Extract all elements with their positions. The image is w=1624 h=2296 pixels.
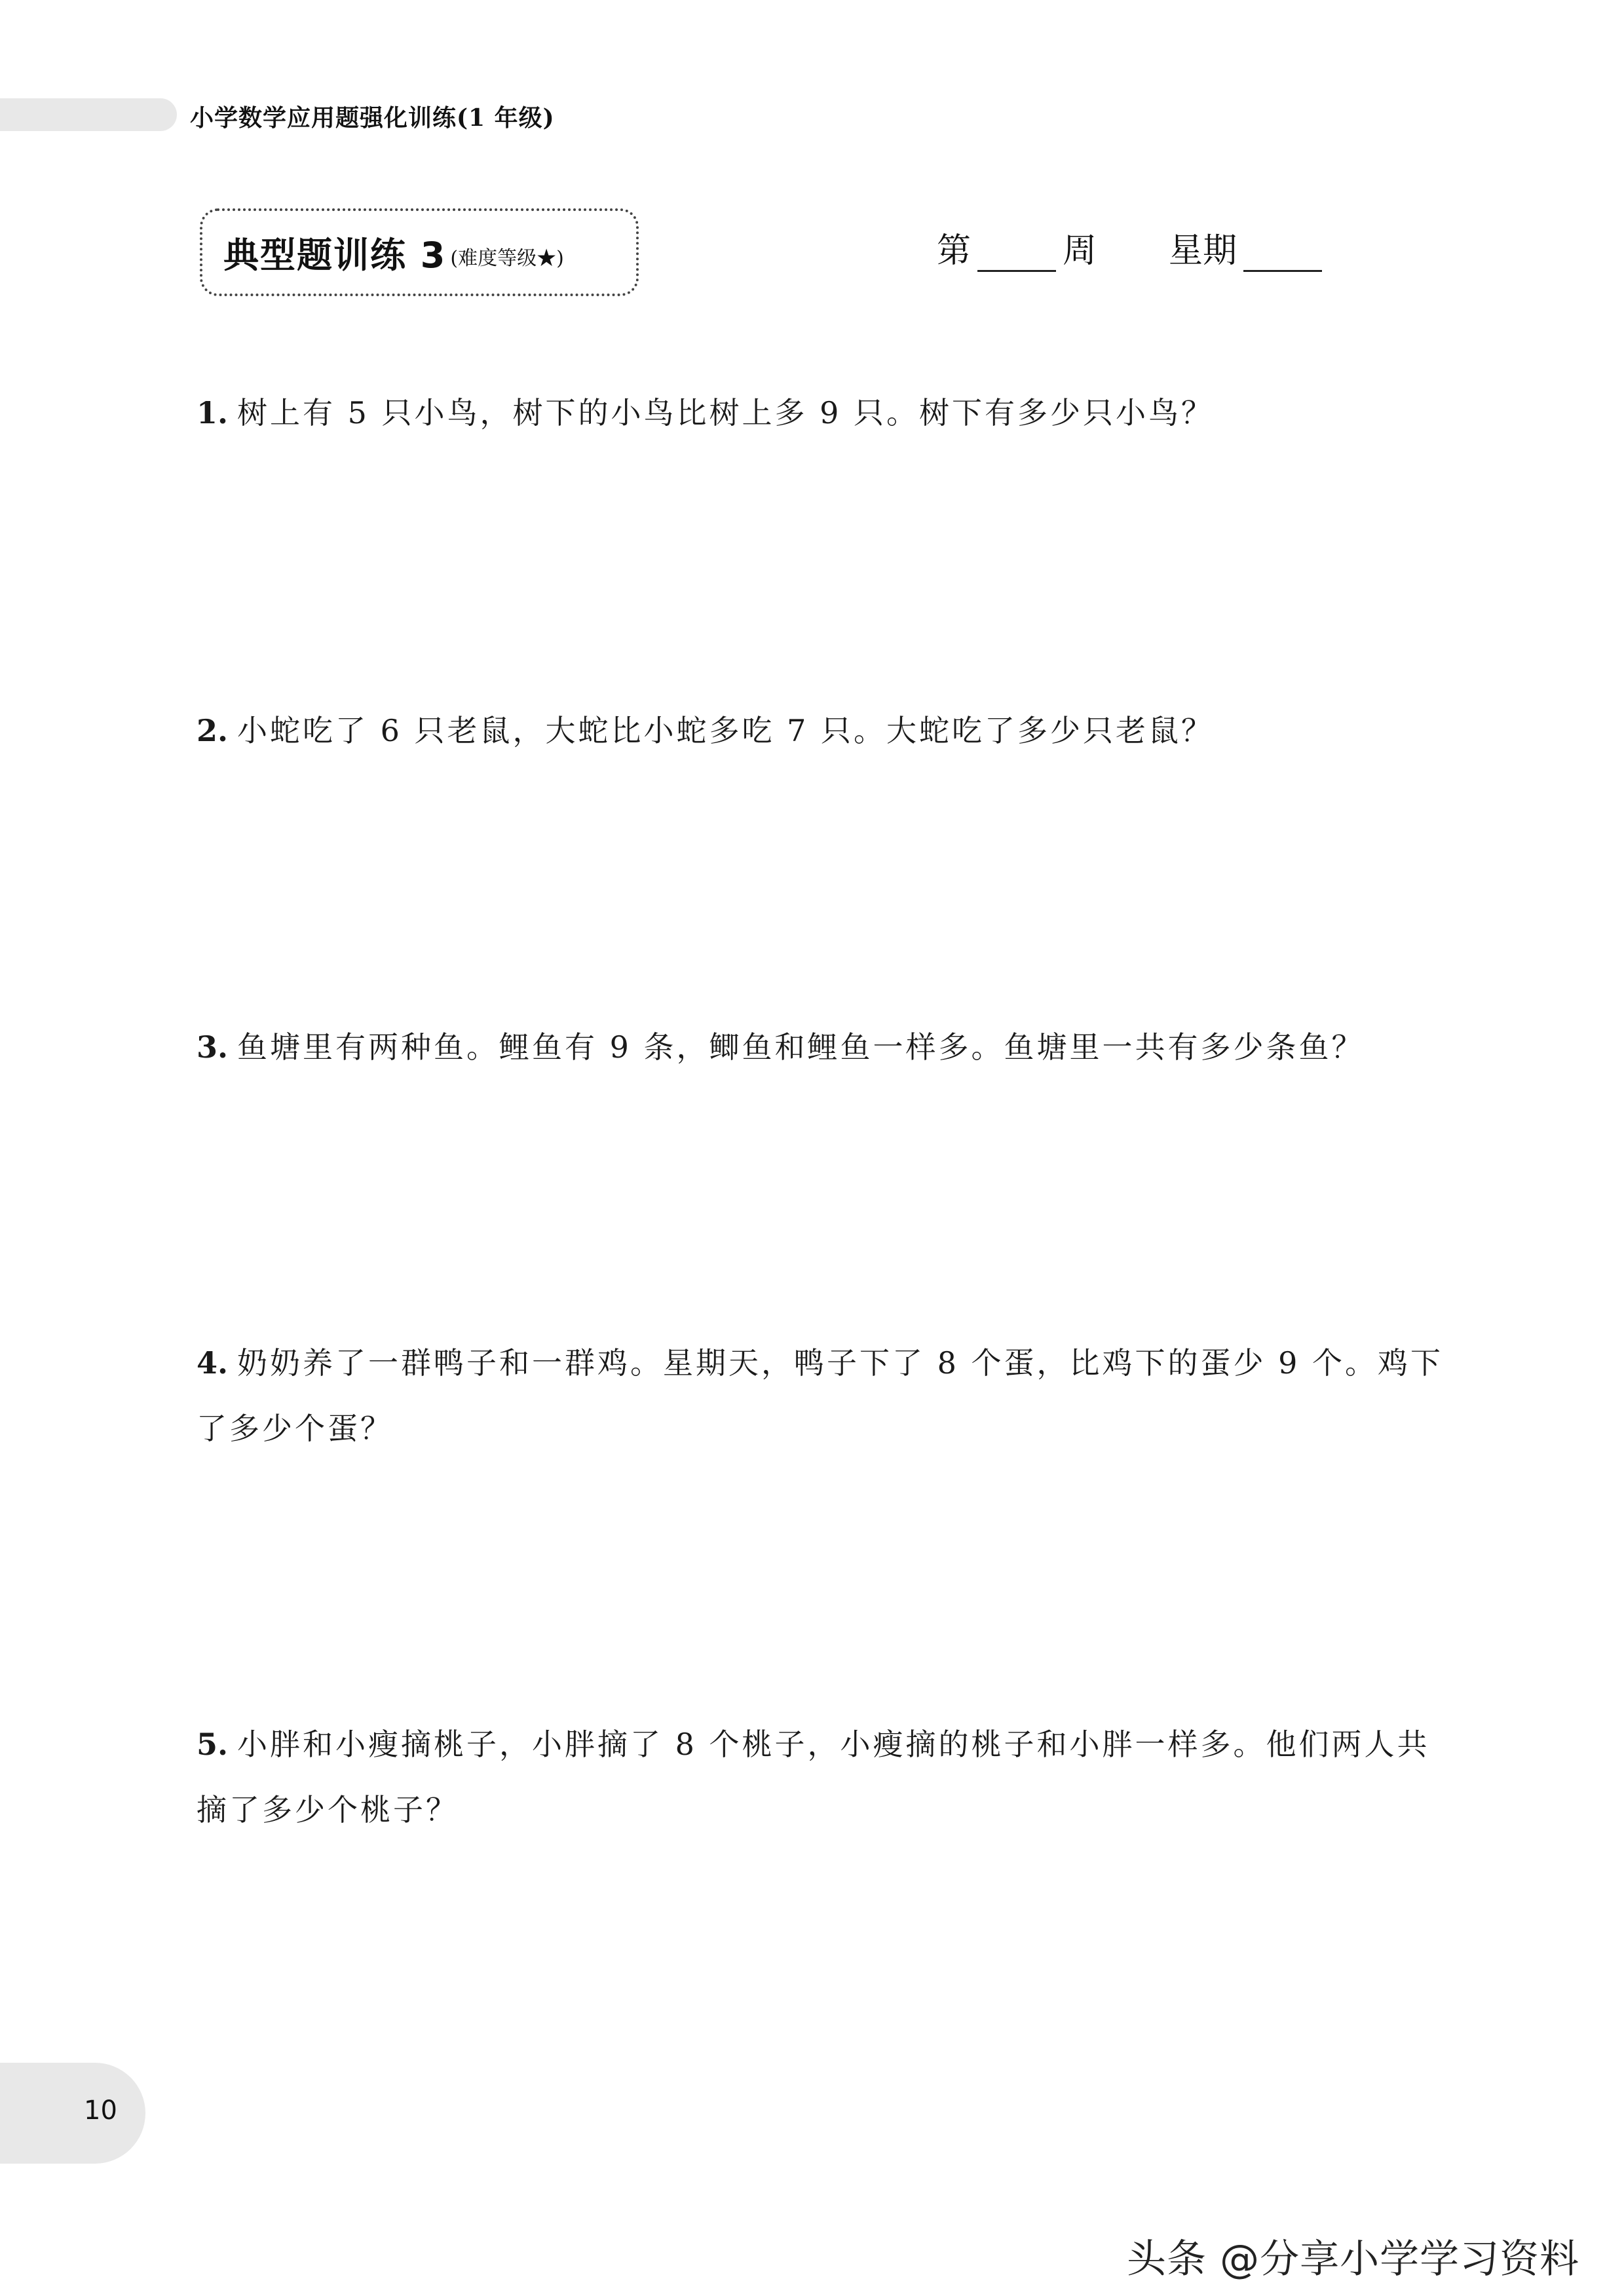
page-number-tab: [0, 2063, 145, 2164]
question-text: 鱼塘里有两种鱼。鲤鱼有 9 条，鲫鱼和鲤鱼一样多。鱼塘里一共有多少条鱼？: [237, 1029, 1365, 1065]
week-prefix: 第: [937, 231, 972, 271]
week-blank[interactable]: [977, 233, 1056, 272]
question-4: [197, 1330, 1461, 1461]
question-1: [197, 380, 1461, 446]
week-day-line: [937, 223, 1329, 272]
question-number: 4.: [197, 1345, 229, 1381]
question-text: 小胖和小瘦摘桃子，小胖摘了 8 个桃子，小瘦摘的桃子和小胖一样多。他们两人共摘了多少个桃子？: [197, 1727, 1430, 1827]
question-2: [197, 698, 1461, 763]
question-number: 2.: [197, 713, 229, 748]
question-5: [197, 1712, 1461, 1843]
question-3: [197, 1014, 1461, 1080]
page-number: 10: [84, 2095, 117, 2126]
question-number: 1.: [197, 395, 229, 430]
section-title-box: [200, 208, 639, 296]
week-suffix: 周: [1063, 231, 1097, 271]
header-band: [0, 98, 177, 131]
difficulty-label: (难度等级★): [450, 247, 564, 270]
question-text: 小蛇吃了 6 只老鼠，大蛇比小蛇多吃 7 只。大蛇吃了多少只老鼠？: [237, 713, 1215, 748]
question-text: 奶奶养了一群鸭子和一群鸡。星期天，鸭子下了 8 个蛋，比鸡下的蛋少 9 个。鸡下了多少个蛋？: [197, 1345, 1444, 1446]
section-title: 典型题训练 3: [223, 234, 447, 276]
question-number: 3.: [197, 1029, 229, 1065]
day-blank[interactable]: [1243, 233, 1322, 272]
book-title: 小学数学应用题强化训练(1 年级): [190, 104, 555, 132]
day-label: 星期: [1169, 231, 1237, 271]
watermark: 头条 @分享小学学习资料: [1127, 2236, 1580, 2282]
question-number: 5.: [197, 1727, 229, 1762]
question-text: 树上有 5 只小鸟，树下的小鸟比树上多 9 只。树下有多少只小鸟？: [237, 395, 1215, 430]
